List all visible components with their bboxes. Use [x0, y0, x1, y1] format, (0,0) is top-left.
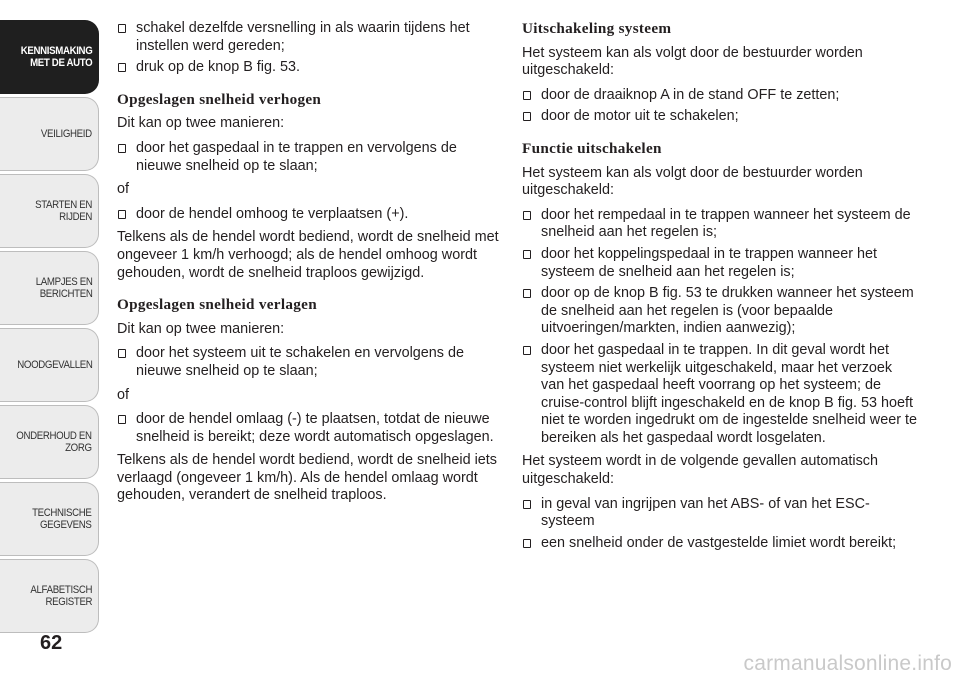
list-item — [117, 345, 502, 380]
bullet-list — [117, 20, 502, 77]
list-item-text: door het systeem uit te schakelen en vervolgens de nieuwe snelheid op te slaan; — [136, 345, 464, 379]
tab-label: KENNISMAKING MET DE AUTO — [20, 45, 92, 69]
paragraph: Telkens als de hendel wordt bediend, wordt de snelheid iets verlaagd (ongeveer 1 km/h). Als de hendel omlaag wordt gehouden, verandert de snelheid traploos. — [117, 452, 497, 504]
checkbox-bullet-icon — [523, 250, 531, 259]
bullet-list — [522, 207, 917, 448]
left-column — [117, 20, 502, 512]
bullet-list — [117, 140, 502, 175]
checkbox-bullet-icon — [523, 346, 531, 355]
list-item-text: door op de knop B fig. 53 te drukken wanneer het systeem de snelheid aan het regelen is (voor bepaalde uitvoeringen/markten, indien aanwezig); — [541, 285, 914, 337]
tab-label: NOODGEVALLEN — [16, 359, 92, 371]
section-heading-decrease: Opgeslagen snelheid verlagen — [117, 296, 317, 314]
checkbox-bullet-icon — [118, 415, 126, 424]
list-item — [117, 59, 502, 77]
tab-veiligheid[interactable] — [0, 97, 99, 171]
tab-label: STARTEN EN RIJDEN — [35, 199, 92, 223]
checkbox-bullet-icon — [523, 289, 531, 298]
tab-kennismaking[interactable] — [0, 20, 99, 94]
tab-label: VEILIGHEID — [41, 128, 92, 140]
bullet-list — [117, 411, 502, 446]
checkbox-bullet-icon — [118, 349, 126, 358]
checkbox-bullet-icon — [118, 210, 126, 219]
list-item-text: druk op de knop B fig. 53. — [136, 59, 301, 76]
tab-noodgevallen[interactable] — [0, 328, 99, 402]
bullet-list — [117, 206, 502, 224]
tab-label: LAMPJES EN BERICHTEN — [35, 276, 92, 300]
paragraph: Het systeem kan als volgt door de bestuurder worden uitgeschakeld: — [522, 164, 863, 199]
list-item — [522, 535, 917, 553]
list-item — [522, 87, 917, 105]
list-item — [522, 496, 917, 531]
bullet-list — [522, 496, 917, 553]
tab-label: ALFABETISCH REGISTER — [30, 584, 92, 608]
paragraph: Dit kan op twee manieren: — [117, 320, 285, 337]
paragraph: Dit kan op twee manieren: — [117, 115, 285, 132]
tab-label: TECHNISCHE GEGEVENS — [32, 507, 92, 531]
checkbox-bullet-icon — [118, 144, 126, 153]
tab-technische-gegevens[interactable] — [0, 482, 99, 556]
right-column — [522, 20, 917, 558]
checkbox-bullet-icon — [118, 24, 126, 33]
page-number: 62 — [40, 632, 63, 654]
list-item — [522, 108, 917, 126]
list-item-text: door de draaiknop A in de stand OFF te zetten; — [541, 86, 840, 103]
bullet-list — [117, 345, 502, 380]
list-item-text: door de motor uit te schakelen; — [541, 108, 739, 125]
section-heading-function-off: Functie uitschakelen — [522, 139, 662, 157]
paragraph: Het systeem wordt in de volgende gevallen automatisch uitgeschakeld: — [522, 453, 878, 488]
list-item — [522, 246, 917, 281]
section-heading-system-off: Uitschakeling systeem — [522, 20, 672, 37]
checkbox-bullet-icon — [523, 539, 531, 548]
list-item — [117, 140, 502, 175]
list-item-text: door het gaspedaal in te trappen. In dit geval wordt het systeem niet werkelijk uitgeschakeld, maar het verzoek van het gaspedaal heeft voorrang op het systeem; de cruise-control blijft ingeschakeld en de knop B fig. 53 hoeft niet te worden ingedrukt om de ingestelde snelheid weer te bereiken als het gaspedaal wordt losgelaten. — [541, 341, 917, 446]
list-item-text: door het rempedaal in te trappen wanneer het systeem de snelheid aan het regelen is; — [541, 206, 911, 241]
checkbox-bullet-icon — [523, 112, 531, 121]
paragraph: Het systeem kan als volgt door de bestuurder worden uitgeschakeld: — [522, 44, 863, 79]
list-item — [117, 206, 502, 224]
checkbox-bullet-icon — [523, 500, 531, 509]
list-item-text: door het koppelingspedaal in te trappen wanneer het systeem de snelheid aan het regelen is; — [541, 245, 878, 280]
list-item — [522, 207, 917, 242]
list-item-text: door de hendel omhoog te verplaatsen (+). — [136, 205, 409, 222]
checkbox-bullet-icon — [523, 91, 531, 100]
list-item — [117, 411, 502, 446]
list-item — [522, 342, 917, 448]
paragraph-of: of — [117, 386, 130, 403]
list-item — [117, 20, 502, 55]
list-item-text: schakel dezelfde versnelling in als waarin tijdens het instellen werd gereden; — [136, 20, 470, 54]
watermark: carmanualsonline.info — [743, 652, 952, 675]
tab-alfabetisch-register[interactable] — [0, 559, 99, 633]
list-item-text: een snelheid onder de vastgestelde limiet wordt bereikt; — [541, 534, 897, 551]
list-item-text: door het gaspedaal in te trappen en vervolgens de nieuwe snelheid op te slaan; — [136, 139, 457, 174]
paragraph: Telkens als de hendel wordt bediend, wordt de snelheid met ongeveer 1 km/h verhoogd; als de hendel omhoog wordt gehouden, wordt de snelheid traploos gewijzigd. — [117, 229, 499, 281]
list-item-text: door de hendel omlaag (-) te plaatsen, totdat de nieuwe snelheid is bereikt; deze wordt automatisch opgeslagen. — [136, 411, 494, 445]
tab-starten-en-rijden[interactable] — [0, 174, 99, 248]
tab-label: ONDERHOUD EN ZORG — [16, 430, 92, 454]
tab-onderhoud-en-zorg[interactable] — [0, 405, 99, 479]
paragraph-of: of — [117, 181, 130, 198]
list-item — [522, 285, 917, 338]
list-item-text: in geval van ingrijpen van het ABS- of van het ESC-systeem — [541, 495, 870, 530]
checkbox-bullet-icon — [523, 211, 531, 220]
bullet-list — [522, 87, 917, 126]
section-heading-increase: Opgeslagen snelheid verhogen — [117, 90, 322, 108]
checkbox-bullet-icon — [118, 63, 126, 72]
tab-lampjes-en-berichten[interactable] — [0, 251, 99, 325]
